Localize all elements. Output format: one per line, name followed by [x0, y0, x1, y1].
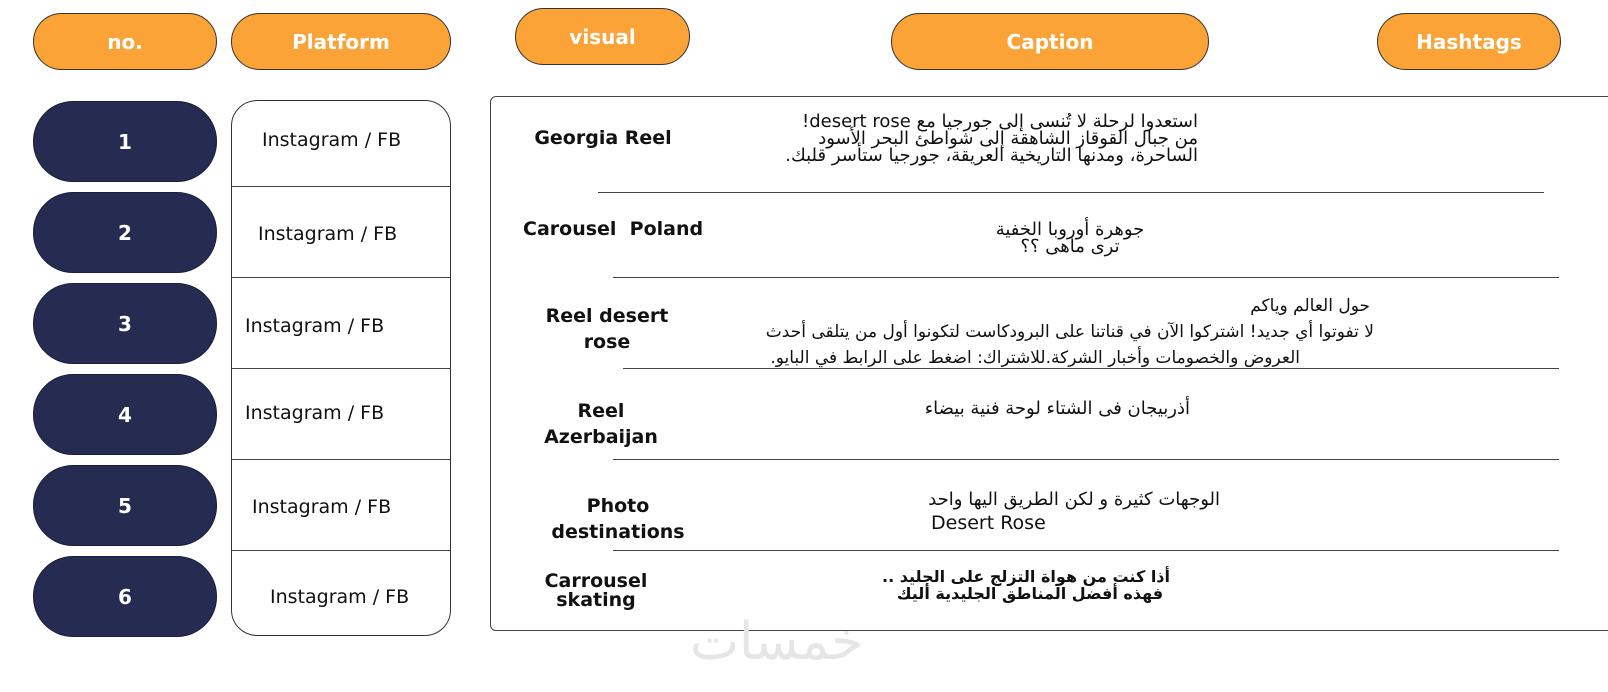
header-no: no. [33, 13, 217, 70]
caption-text [990, 221, 1150, 255]
platform-text: Instagram / FB [270, 586, 410, 608]
watermark-logo: خمسات [690, 612, 864, 672]
caption-text [925, 400, 1190, 417]
visual-label-line: skating [556, 589, 636, 611]
caption-line: فهذه أفضل المناطق الجليدية أليك [896, 584, 1164, 603]
platform-divider [232, 550, 450, 551]
caption-line: لا تفوتوا أي جديد! اشتركوا الآن في قناتنا على البرودكاست لتكونوا أول من يتلقى أحدث [765, 322, 1374, 342]
caption-line: Desert Rose [931, 512, 1046, 534]
visual-label-line: rose [583, 331, 631, 353]
header-caption: Caption [891, 13, 1209, 70]
platform-divider [232, 459, 450, 460]
platform-divider [232, 368, 450, 369]
header-hashtags: Hashtags [1377, 13, 1561, 70]
caption-line: ترى ماهى ؟؟ [1020, 236, 1120, 257]
visual-label-line: Carrousel [544, 570, 648, 592]
caption-line: استعدوا لرحلة لا تُنسى إلى جورجيا مع desert rose! [801, 111, 1198, 132]
row-number: 3 [33, 283, 217, 364]
platform-text: Instagram / FB [252, 496, 392, 518]
row-divider [613, 459, 1559, 460]
caption-text [765, 293, 1374, 371]
platform-divider [232, 186, 450, 187]
caption-line: أذربيجان فى الشتاء لوحة فنية بيضاء [924, 398, 1190, 419]
platform-text: Instagram / FB [245, 315, 385, 337]
caption-line: جوهرة أوروبا الخفية [995, 219, 1145, 240]
platform-text: Instagram / FB [258, 223, 398, 245]
platform-divider [232, 277, 450, 278]
caption-line: العروض والخصومات وأخبار الشركة.للاشتراك: اضغط على الرابط في البايو. [770, 348, 1300, 368]
row-number: 5 [33, 465, 217, 546]
row-divider [613, 550, 1559, 551]
caption-line: أذا كنت من هواة التزلج على الجليد .. [882, 567, 1170, 586]
row-number: 1 [33, 101, 217, 182]
caption-text [785, 113, 1198, 164]
row-divider [598, 192, 1544, 193]
row-divider [613, 277, 1559, 278]
visual-label: Reel Azerbaijan [544, 400, 658, 448]
visual-label [531, 572, 661, 610]
caption-line: الوجهات كثيرة و لكن الطريق اليها واحد [928, 489, 1220, 510]
platform-text: Instagram / FB [245, 402, 385, 424]
row-number: 4 [33, 374, 217, 455]
row-number: 6 [33, 556, 217, 637]
caption-line: حول العالم وياكم [1250, 296, 1370, 316]
caption-line: من جبال القوقاز الشاهقة إلى شواطئ البحر الأسود [818, 128, 1198, 149]
header-platform: Platform [231, 13, 451, 70]
caption-text [882, 567, 1170, 603]
platform-text: Instagram / FB [262, 129, 402, 151]
visual-label-line: Reel desert [545, 305, 669, 327]
caption-line: الساحرة، ومدنها التاريخية العريقة، جورجيا ستأسر قلبك. [785, 145, 1198, 166]
caption-text [928, 485, 1220, 514]
row-number: 2 [33, 192, 217, 273]
header-visual: visual [515, 8, 690, 65]
visual-label [537, 303, 677, 355]
visual-label: Georgia Reel [534, 127, 672, 149]
visual-label: Carousel Poland [523, 218, 704, 240]
visual-label: Photo destinations [551, 495, 685, 543]
